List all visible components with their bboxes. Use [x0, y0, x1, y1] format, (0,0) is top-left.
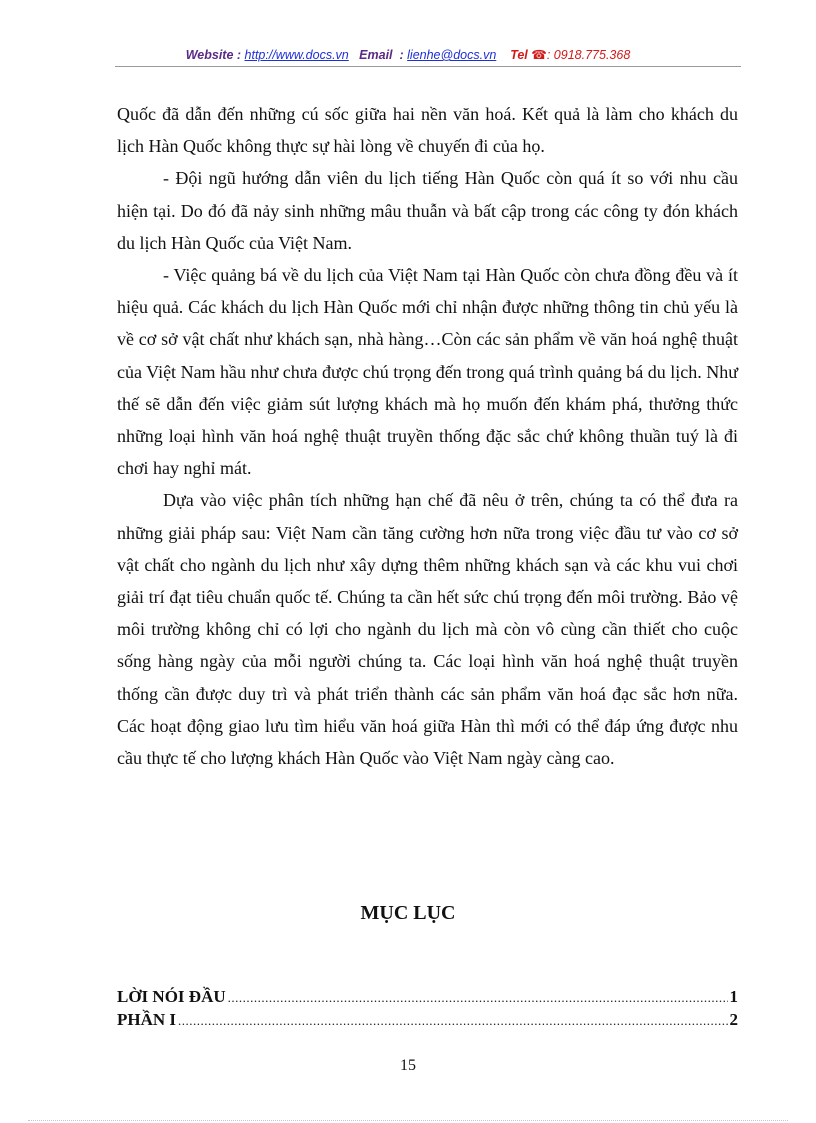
header-divider [115, 66, 741, 67]
paragraph-3: - Việc quảng bá về du lịch của Việt Nam tại Hàn Quốc còn chưa đồng đều và ít hiệu quả. Các khách du lịch Hàn Quốc mới chỉ nhận được những thông tin chủ yếu là về cơ sở vật chất như khách sạn, nhà hàng…Còn các sản phẩm về văn hoá nghệ thuật của Việt Nam hầu như chưa được chú trọng đến trong quá trình quảng bá du lịch. Như thế sẽ dẫn đến việc giảm sút lượng khách mà họ muốn đến khám phá, thưởng thức những loại hình văn hoá nghệ thuật truyền thống đặc sắc chứ không thuần tuý là đi chơi hay nghỉ mát. [117, 265, 738, 479]
toc-entry-label: PHẦN I [117, 1010, 177, 1029]
phone-icon: ☎ [531, 48, 547, 62]
toc-leader-dots [228, 987, 728, 1009]
toc-entry[interactable] [117, 1009, 738, 1032]
toc-entry-page: 2 [729, 1010, 738, 1029]
document-body [117, 98, 738, 774]
toc-entry[interactable] [117, 986, 738, 1009]
paragraph-1: Quốc đã dẫn đến những cú sốc giữa hai nền văn hoá. Kết quả là làm cho khách du lịch Hàn Quốc không thực sự hài lòng về chuyến đi của họ. [117, 104, 738, 157]
footer-divider [28, 1120, 788, 1121]
page-header [0, 47, 816, 62]
email-link[interactable]: lienhe@docs.vn [407, 48, 497, 62]
table-of-contents [117, 986, 738, 1032]
toc-entry-label: LỜI NÓI ĐẦU [117, 987, 226, 1006]
website-label: Website : [185, 48, 242, 62]
email-separator: : [399, 48, 404, 62]
page-number: 15 [400, 1057, 416, 1074]
paragraph-4: Dựa vào việc phân tích những hạn chế đã nêu ở trên, chúng ta có thể đưa ra những giải pháp sau: Việt Nam cần tăng cường hơn nữa trong việc đầu tư vào cơ sở vật chất cho ngành du lịch như xây dựng thêm những khách sạn và các khu vui chơi giải trí đạt tiêu chuẩn quốc tế. Chúng ta cần hết sức chú trọng đến môi trường. Bảo vệ môi trường không chỉ có lợi cho ngành du lịch mà còn vô cùng cần thiết cho cuộc sống hàng ngày của mỗi người chúng ta. Các loại hình văn hoá nghệ thuật truyền thống cần được duy trì và phát triển thành các sản phẩm văn hoá đạc sắc hơn nữa. Các hoạt động giao lưu tìm hiểu văn hoá giữa Hàn thì mới có thể đáp ứng được nhu cầu thực tế cho lượng khách Hàn Quốc vào Việt Nam ngày càng cao. [117, 490, 738, 769]
toc-entry-page: 1 [729, 987, 738, 1006]
phone-number: : 0918.775.368 [546, 48, 631, 62]
toc-title: MỤC LỤC [360, 902, 456, 924]
tel-label: Tel [510, 48, 528, 62]
website-link[interactable]: http://www.docs.vn [244, 48, 349, 62]
paragraph-2: - Đội ngũ hướng dẫn viên du lịch tiếng Hàn Quốc còn quá ít so với nhu cầu hiện tại. Do đó đã nảy sinh những mâu thuẫn và bất cập trong các công ty đón khách du lịch Hàn Quốc của Việt Nam. [117, 168, 738, 253]
toc-leader-dots [178, 1010, 727, 1032]
email-label: Email [359, 48, 393, 62]
